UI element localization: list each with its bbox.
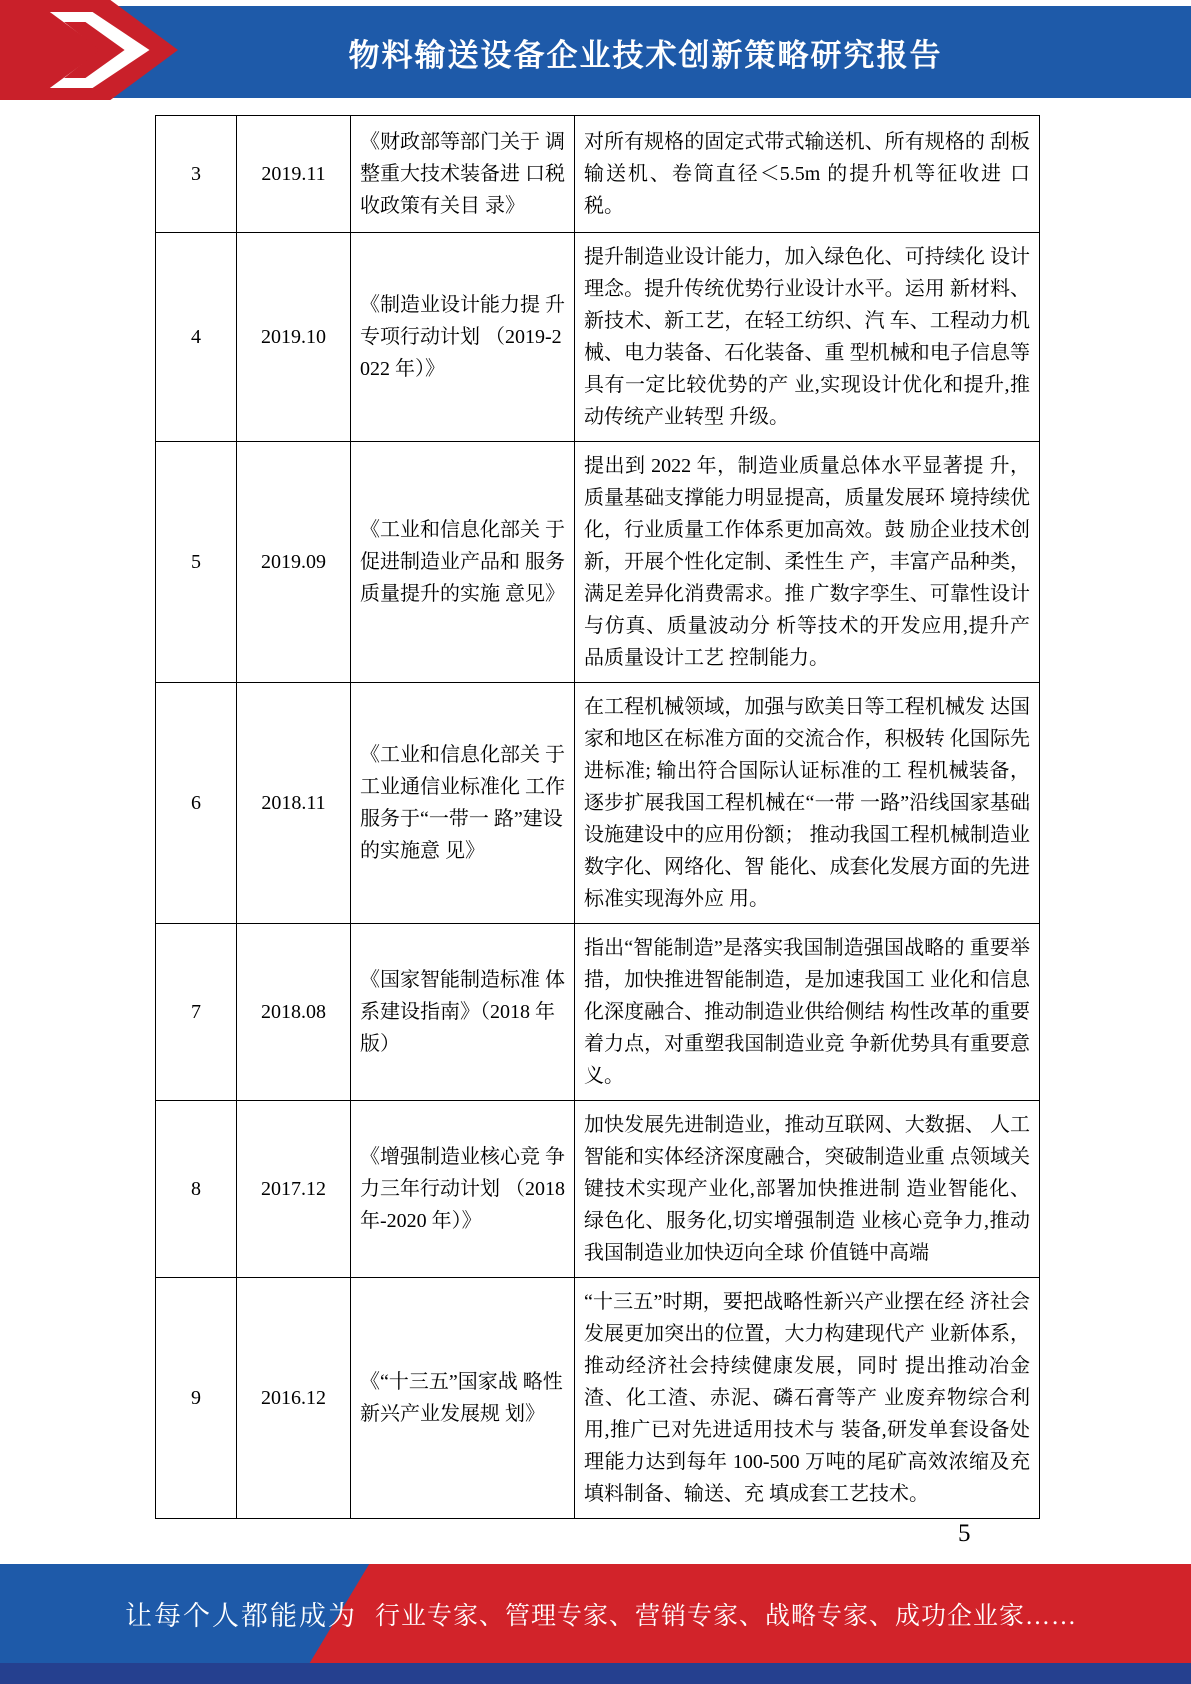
- policy-description: 提升制造业设计能力，加入绿色化、可持续化 设计理念。提升传统优势行业设计水平。运用 新材料、新技术、新工艺，在轻工纺织、汽 车、工程动力机械、电力装备、石化装备、重 型机械和电子信息等具有一定比较优势的产 业,实现设计优化和提升,推动传统产业转型 升级。: [575, 233, 1040, 442]
- policy-description: 对所有规格的固定式带式输送机、所有规格的 刮板输送机、卷筒直径＜5.5m 的提升机等征收进 口税。: [575, 116, 1040, 233]
- table-row: [156, 1101, 1040, 1278]
- row-date: 2017.12: [237, 1101, 351, 1278]
- row-date: 2016.12: [237, 1278, 351, 1519]
- policy-description: 在工程机械领域，加强与欧美日等工程机械发 达国家和地区在标准方面的交流合作，积极转 化国际先进标准; 输出符合国际认证标准的工 程机械装备，逐步扩展我国工程机械在“一带 一路”沿线国家基础设施建设中的应用份额； 推动我国工程机械制造业数字化、网络化、智 能化、成套化发展方面的先进标准实现海外应 用。: [575, 683, 1040, 924]
- report-title: 物料输送设备企业技术创新策略研究报告: [348, 37, 943, 73]
- page-number: 5: [958, 1520, 971, 1547]
- row-date: 2019.11: [237, 116, 351, 233]
- footer-slogan-left: 让每个人都能成为: [125, 1601, 357, 1631]
- row-date: 2018.08: [237, 924, 351, 1101]
- page-header: [0, 0, 1191, 100]
- policy-title: 《制造业设计能力提 升专项行动计划 （2019-2022 年）》: [351, 233, 575, 442]
- row-date: 2019.09: [237, 442, 351, 683]
- row-number: 4: [156, 233, 237, 442]
- page-footer: [0, 1564, 1191, 1684]
- row-number: 8: [156, 1101, 237, 1278]
- row-number: 5: [156, 442, 237, 683]
- row-date: 2018.11: [237, 683, 351, 924]
- policy-title: 《国家智能制造标准 体系建设指南》（2018 年版）: [351, 924, 575, 1101]
- policy-description: 加快发展先进制造业，推动互联网、大数据、 人工智能和实体经济深度融合，突破制造业重 点领域关键技术实现产业化,部署加快推进制 造业智能化、绿色化、服务化,切实增强制造 业核心竞争力,推动我国制造业加快迈向全球 价值链中高端: [575, 1101, 1040, 1278]
- row-number: 3: [156, 116, 237, 233]
- policy-title: 《工业和信息化部关 于工业通信业标准化 工作服务于“一带一 路”建设的实施意 见》: [351, 683, 575, 924]
- policy-title: 《财政部等部门关于 调整重大技术装备进 口税收政策有关目 录》: [351, 116, 575, 233]
- table-row: [156, 683, 1040, 924]
- table-row: [156, 233, 1040, 442]
- row-number: 9: [156, 1278, 237, 1519]
- policy-title: 《工业和信息化部关 于促进制造业产品和 服务质量提升的实施 意见》: [351, 442, 575, 683]
- table-row: [156, 442, 1040, 683]
- policy-description: 提出到 2022 年，制造业质量总体水平显著提 升，质量基础支撑能力明显提高，质量发展环 境持续优化，行业质量工作体系更加高效。鼓 励企业技术创新，开展个性化定制、柔性生 产，丰富产品种类，满足差异化消费需求。推 广数字孪生、可靠性设计与仿真、质量波动分 析等技术的开发应用,提升产品质量设计工艺 控制能力。: [575, 442, 1040, 683]
- row-number: 6: [156, 683, 237, 924]
- row-number: 7: [156, 924, 237, 1101]
- policy-table: [155, 115, 1040, 1519]
- policy-title: 《增强制造业核心竞 争力三年行动计划 （2018 年-2020 年）》: [351, 1101, 575, 1278]
- table-row: [156, 116, 1040, 233]
- policy-description: “十三五”时期，要把战略性新兴产业摆在经 济社会发展更加突出的位置，大力构建现代产 业新体系，推动经济社会持续健康发展，同时 提出推动冶金渣、化工渣、赤泥、磷石膏等产 业废弃物综合利用,推广已对先进适用技术与 装备,研发单套设备处理能力达到每年 100-500 万吨的尾矿高效浓缩及充填料制备、输送、充 填成套工艺技术。: [575, 1278, 1040, 1519]
- table-row: [156, 1278, 1040, 1519]
- policy-description: 指出“智能制造”是落实我国制造强国战略的 重要举措，加快推进智能制造，是加速我国工 业化和信息化深度融合、推动制造业供给侧结 构性改革的重要着力点，对重塑我国制造业竞 争新优势具有重要意义。: [575, 924, 1040, 1101]
- table-row: [156, 924, 1040, 1101]
- footer-slogan-right: 行业专家、管理专家、营销专家、战略专家、成功企业家……: [375, 1602, 1078, 1630]
- footer-bottom-strip: [0, 1663, 1191, 1684]
- row-date: 2019.10: [237, 233, 351, 442]
- policy-title: 《“十三五”国家战 略性新兴产业发展规 划》: [351, 1278, 575, 1519]
